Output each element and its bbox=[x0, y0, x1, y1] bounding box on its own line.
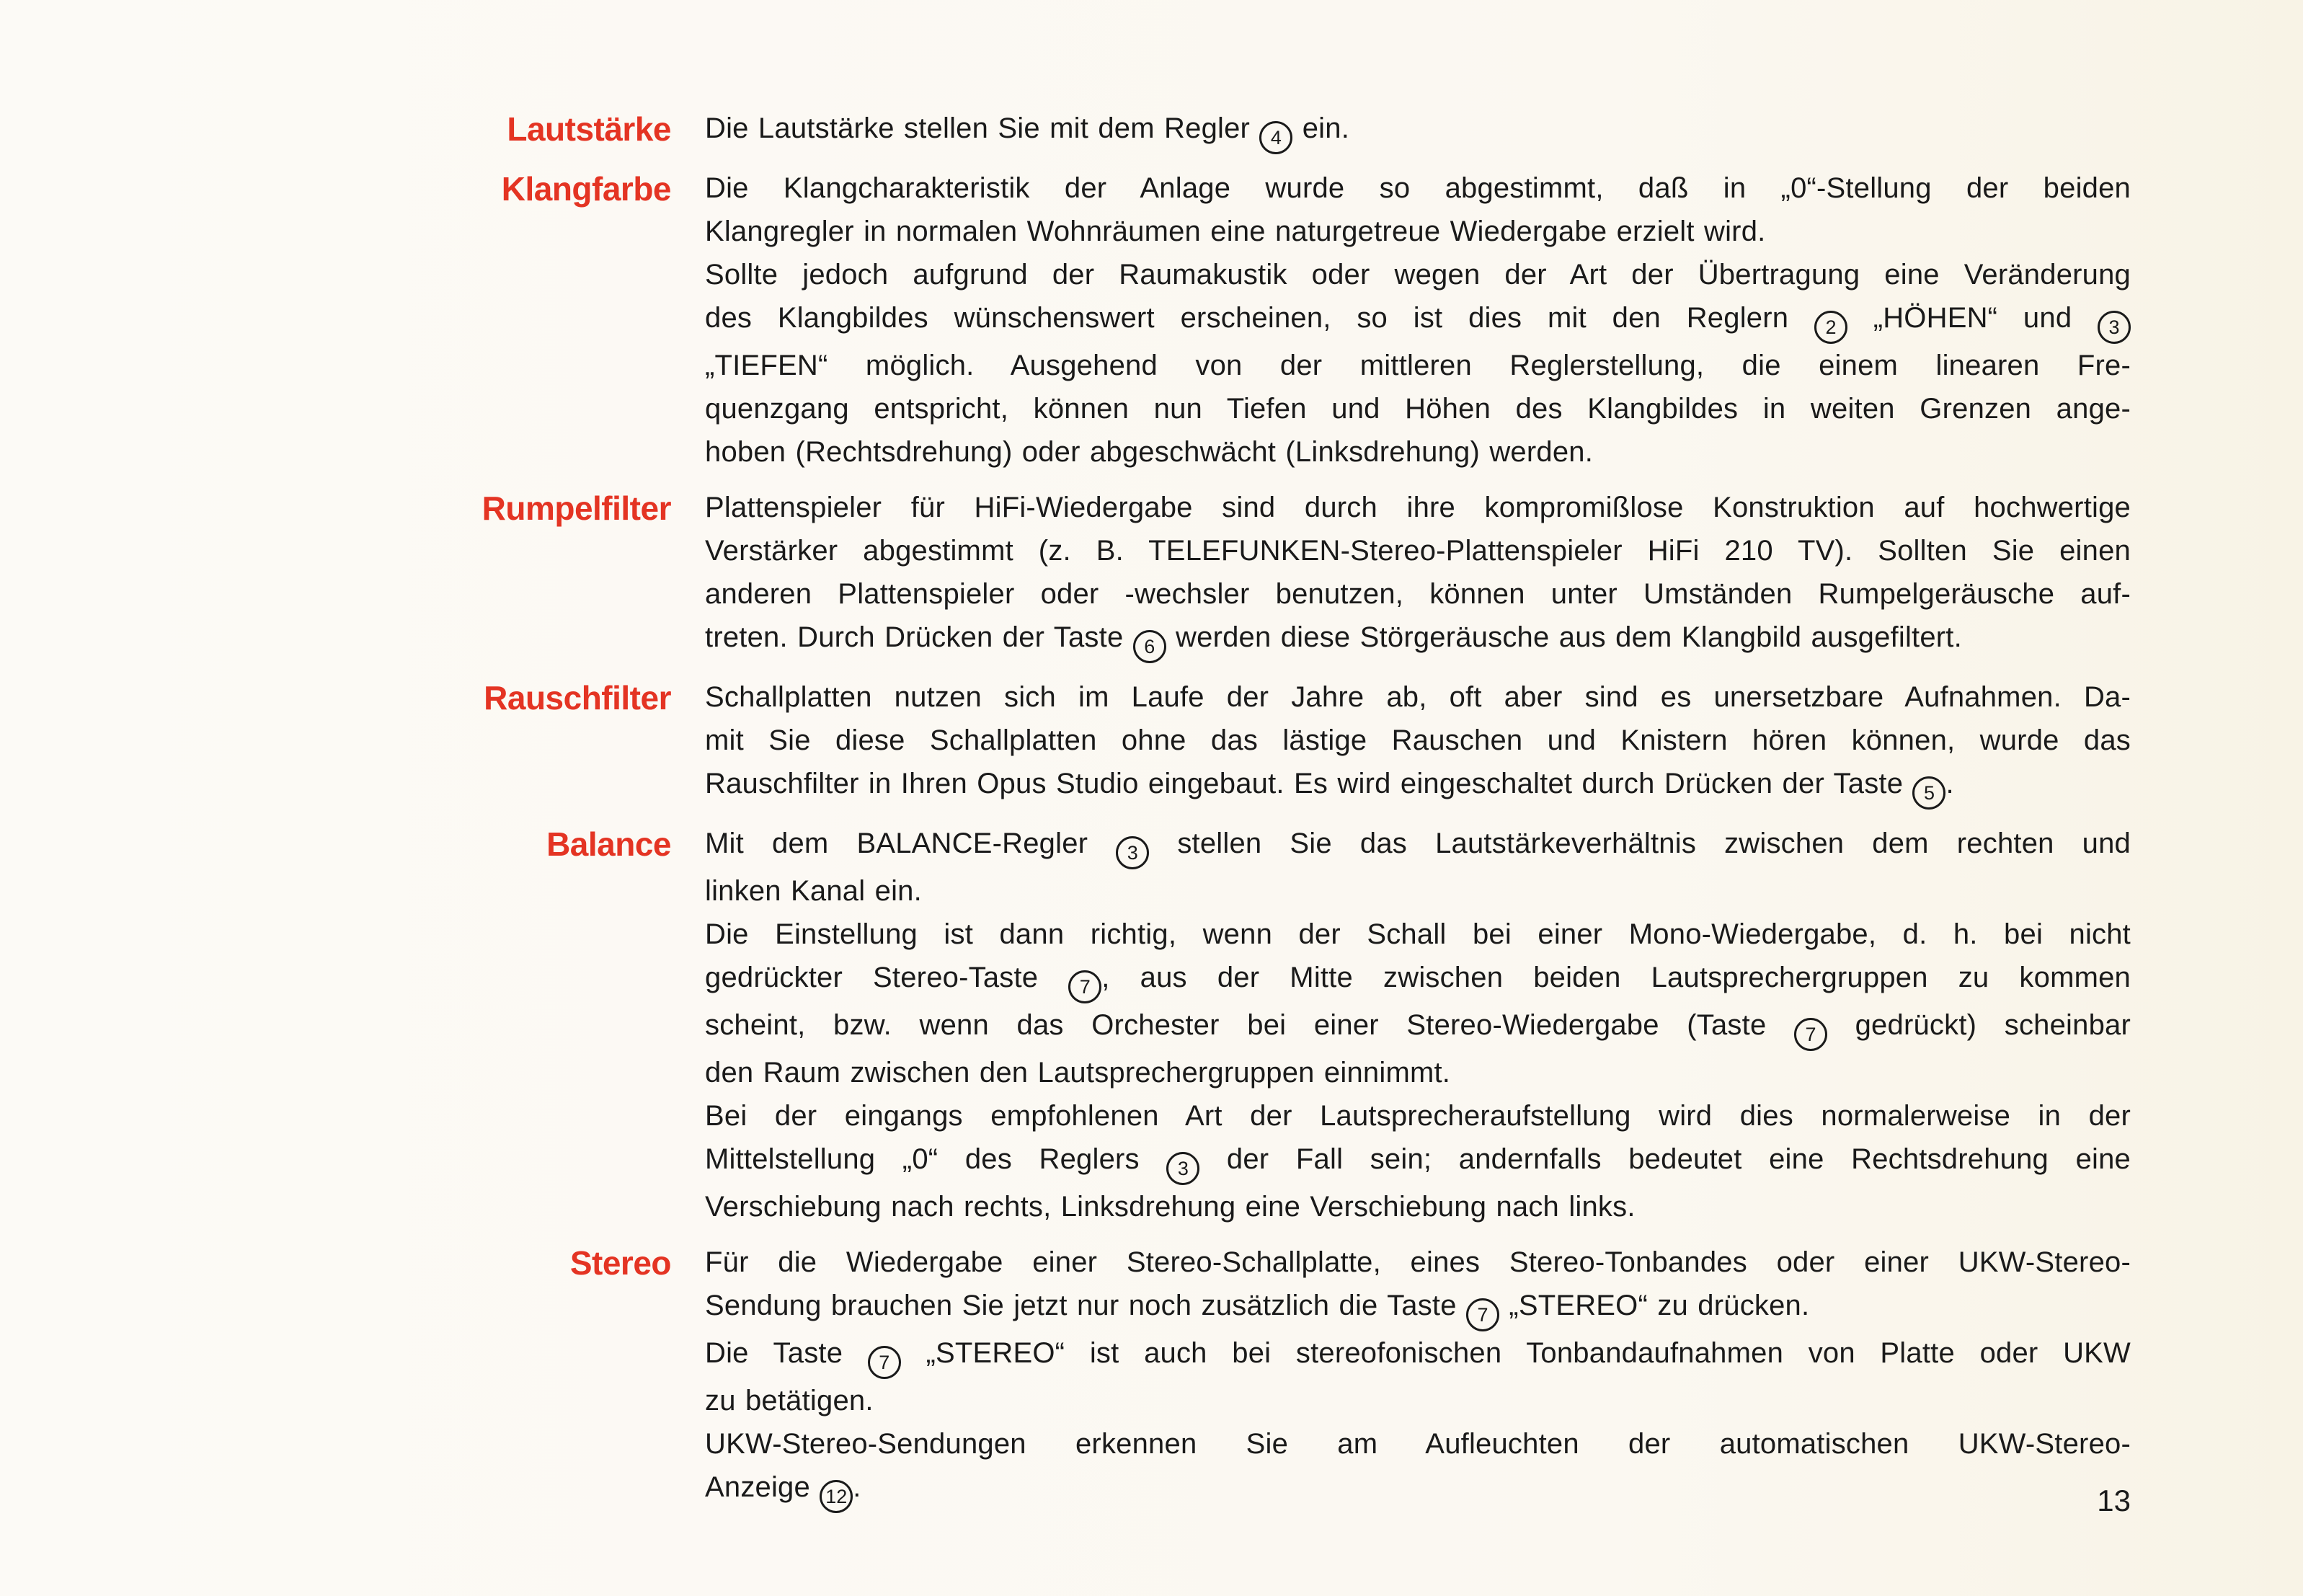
section-body bbox=[705, 1241, 2131, 1513]
section-balance bbox=[0, 822, 2131, 1228]
text-line: Die Lautstärke stellen Sie mit dem Regler 4 ein. bbox=[705, 107, 2131, 154]
text-line: gedrückter Stereo-Taste 7 , aus der Mitte zwischen beiden Lautsprechergruppen zu kommen bbox=[705, 956, 2131, 1003]
text-line: des Klangbildes wünschenswert erscheinen, so ist dies mit den Reglern 2 „HÖHEN“ und 3 bbox=[705, 296, 2131, 344]
paragraph bbox=[705, 107, 2131, 154]
circled-number: 3 bbox=[1116, 836, 1149, 869]
circled-number: 4 bbox=[1259, 121, 1292, 154]
paragraph bbox=[705, 913, 2131, 1094]
text-line: zu betätigen. bbox=[705, 1385, 874, 1417]
circled-number: 7 bbox=[868, 1346, 901, 1379]
section-body bbox=[705, 167, 2131, 474]
text-line: treten. Durch Drücken der Taste 6 werden diese Störgeräusche aus dem Klangbild ausgefiltert. bbox=[705, 616, 2131, 663]
section-body bbox=[705, 486, 2131, 663]
paragraph bbox=[705, 486, 2131, 663]
text-line: Verstärker abgestimmt (z. B. TELEFUNKEN-Stereo-Plattenspieler HiFi 210 TV). Sollten Sie einen bbox=[705, 535, 2131, 567]
paragraph bbox=[705, 822, 2131, 913]
text-line: anderen Plattenspieler oder -wechsler benutzen, können unter Umständen Rumpelgeräusche auf- bbox=[705, 578, 2131, 610]
paragraph bbox=[705, 1241, 2131, 1331]
section-rumpelfilter bbox=[0, 486, 2131, 663]
text-line: Die Einstellung ist dann richtig, wenn der Schall bei einer Mono-Wiedergabe, d. h. bei nicht bbox=[705, 918, 2131, 950]
circled-number: 3 bbox=[1166, 1152, 1199, 1185]
circled-number: 12 bbox=[820, 1480, 853, 1513]
text-line: linken Kanal ein. bbox=[705, 875, 922, 907]
circled-number: 7 bbox=[1794, 1018, 1827, 1051]
text-line: mit Sie diese Schallplatten ohne das lästige Rauschen und Knistern hören können, wurde das bbox=[705, 724, 2131, 756]
paragraph bbox=[705, 1094, 2131, 1228]
text-line: scheint, bzw. wenn das Orchester bei einer Stereo-Wiedergabe (Taste 7 gedrückt) scheinbar bbox=[705, 1003, 2131, 1051]
paragraph bbox=[705, 675, 2131, 810]
section-stereo bbox=[0, 1241, 2131, 1513]
section-heading: Stereo bbox=[569, 1244, 671, 1282]
text-line: Sendung brauchen Sie jetzt nur noch zusätzlich die Taste 7 „STEREO“ zu drücken. bbox=[705, 1284, 2131, 1331]
circled-number: 5 bbox=[1912, 776, 1945, 810]
paragraph bbox=[705, 1331, 2131, 1422]
circled-number: 3 bbox=[2098, 311, 2131, 344]
text-line: Klangregler in normalen Wohnräumen eine naturgetreue Wiedergabe erzielt wird. bbox=[705, 216, 1766, 247]
sections bbox=[0, 107, 2131, 1525]
section-body bbox=[705, 107, 2131, 154]
circled-number: 6 bbox=[1133, 630, 1166, 663]
section-heading: Balance bbox=[546, 825, 671, 863]
text-line: Verschiebung nach rechts, Linksdrehung eine Verschiebung nach links. bbox=[705, 1191, 1636, 1223]
text-line: Plattenspieler für HiFi-Wiedergabe sind durch ihre kompromißlose Konstruktion auf hochwertige bbox=[705, 492, 2131, 523]
section-klangfarbe bbox=[0, 167, 2131, 474]
circled-number: 7 bbox=[1466, 1298, 1499, 1331]
circled-number: 7 bbox=[1068, 970, 1101, 1003]
section-rauschfilter bbox=[0, 675, 2131, 810]
section-heading: Rauschfilter bbox=[484, 679, 671, 717]
section-heading: Klangfarbe bbox=[501, 170, 671, 208]
text-line: Sollte jedoch aufgrund der Raumakustik oder wegen der Art der Übertragung eine Veränderung bbox=[705, 259, 2131, 291]
text-line: hoben (Rechtsdrehung) oder abgeschwächt (Linksdrehung) werden. bbox=[705, 436, 1594, 468]
text-line: Mittelstellung „0“ des Reglers 3 der Fall sein; andernfalls bedeutet eine Rechtsdrehung eine bbox=[705, 1138, 2131, 1185]
paragraph bbox=[705, 253, 2131, 474]
text-line: Schallplatten nutzen sich im Laufe der Jahre ab, oft aber sind es unersetzbare Aufnahmen. Da- bbox=[705, 681, 2131, 713]
section-lautstaerke bbox=[0, 107, 2131, 154]
text-line: Die Klangcharakteristik der Anlage wurde so abgestimmt, daß in „0“-Stellung der beiden bbox=[705, 172, 2131, 204]
paragraph bbox=[705, 167, 2131, 253]
text-line: Mit dem BALANCE-Regler 3 stellen Sie das Lautstärkeverhältnis zwischen dem rechten und bbox=[705, 822, 2131, 869]
page-number: 13 bbox=[2097, 1484, 2131, 1517]
text-line: Rauschfilter in Ihren Opus Studio eingebaut. Es wird eingeschaltet durch Drücken der Taste 5 . bbox=[705, 762, 2131, 810]
section-heading: Rumpelfilter bbox=[482, 489, 671, 527]
text-line: Bei der eingangs empfohlenen Art der Lautsprecheraufstellung wird dies normalerweise in der bbox=[705, 1100, 2131, 1132]
text-line: Die Taste 7 „STEREO“ ist auch bei stereofonischen Tonbandaufnahmen von Platte oder UKW bbox=[705, 1331, 2131, 1379]
text-line: quenzgang entspricht, können nun Tiefen und Höhen des Klangbildes in weiten Grenzen ange- bbox=[705, 393, 2131, 425]
section-body bbox=[705, 675, 2131, 810]
text-line: Anzeige 12 . bbox=[705, 1466, 2131, 1513]
text-line: UKW-Stereo-Sendungen erkennen Sie am Aufleuchten der automatischen UKW-Stereo- bbox=[705, 1428, 2131, 1460]
text-line: Für die Wiedergabe einer Stereo-Schallplatte, eines Stereo-Tonbandes oder einer UKW-Stereo- bbox=[705, 1246, 2131, 1278]
section-heading: Lautstärke bbox=[507, 110, 671, 148]
circled-number: 2 bbox=[1814, 311, 1847, 344]
text-line: den Raum zwischen den Lautsprechergruppen einnimmt. bbox=[705, 1057, 1451, 1089]
text-line: „TIEFEN“ möglich. Ausgehend von der mittleren Reglerstellung, die einem linearen Fre- bbox=[705, 350, 2131, 381]
section-body bbox=[705, 822, 2131, 1228]
